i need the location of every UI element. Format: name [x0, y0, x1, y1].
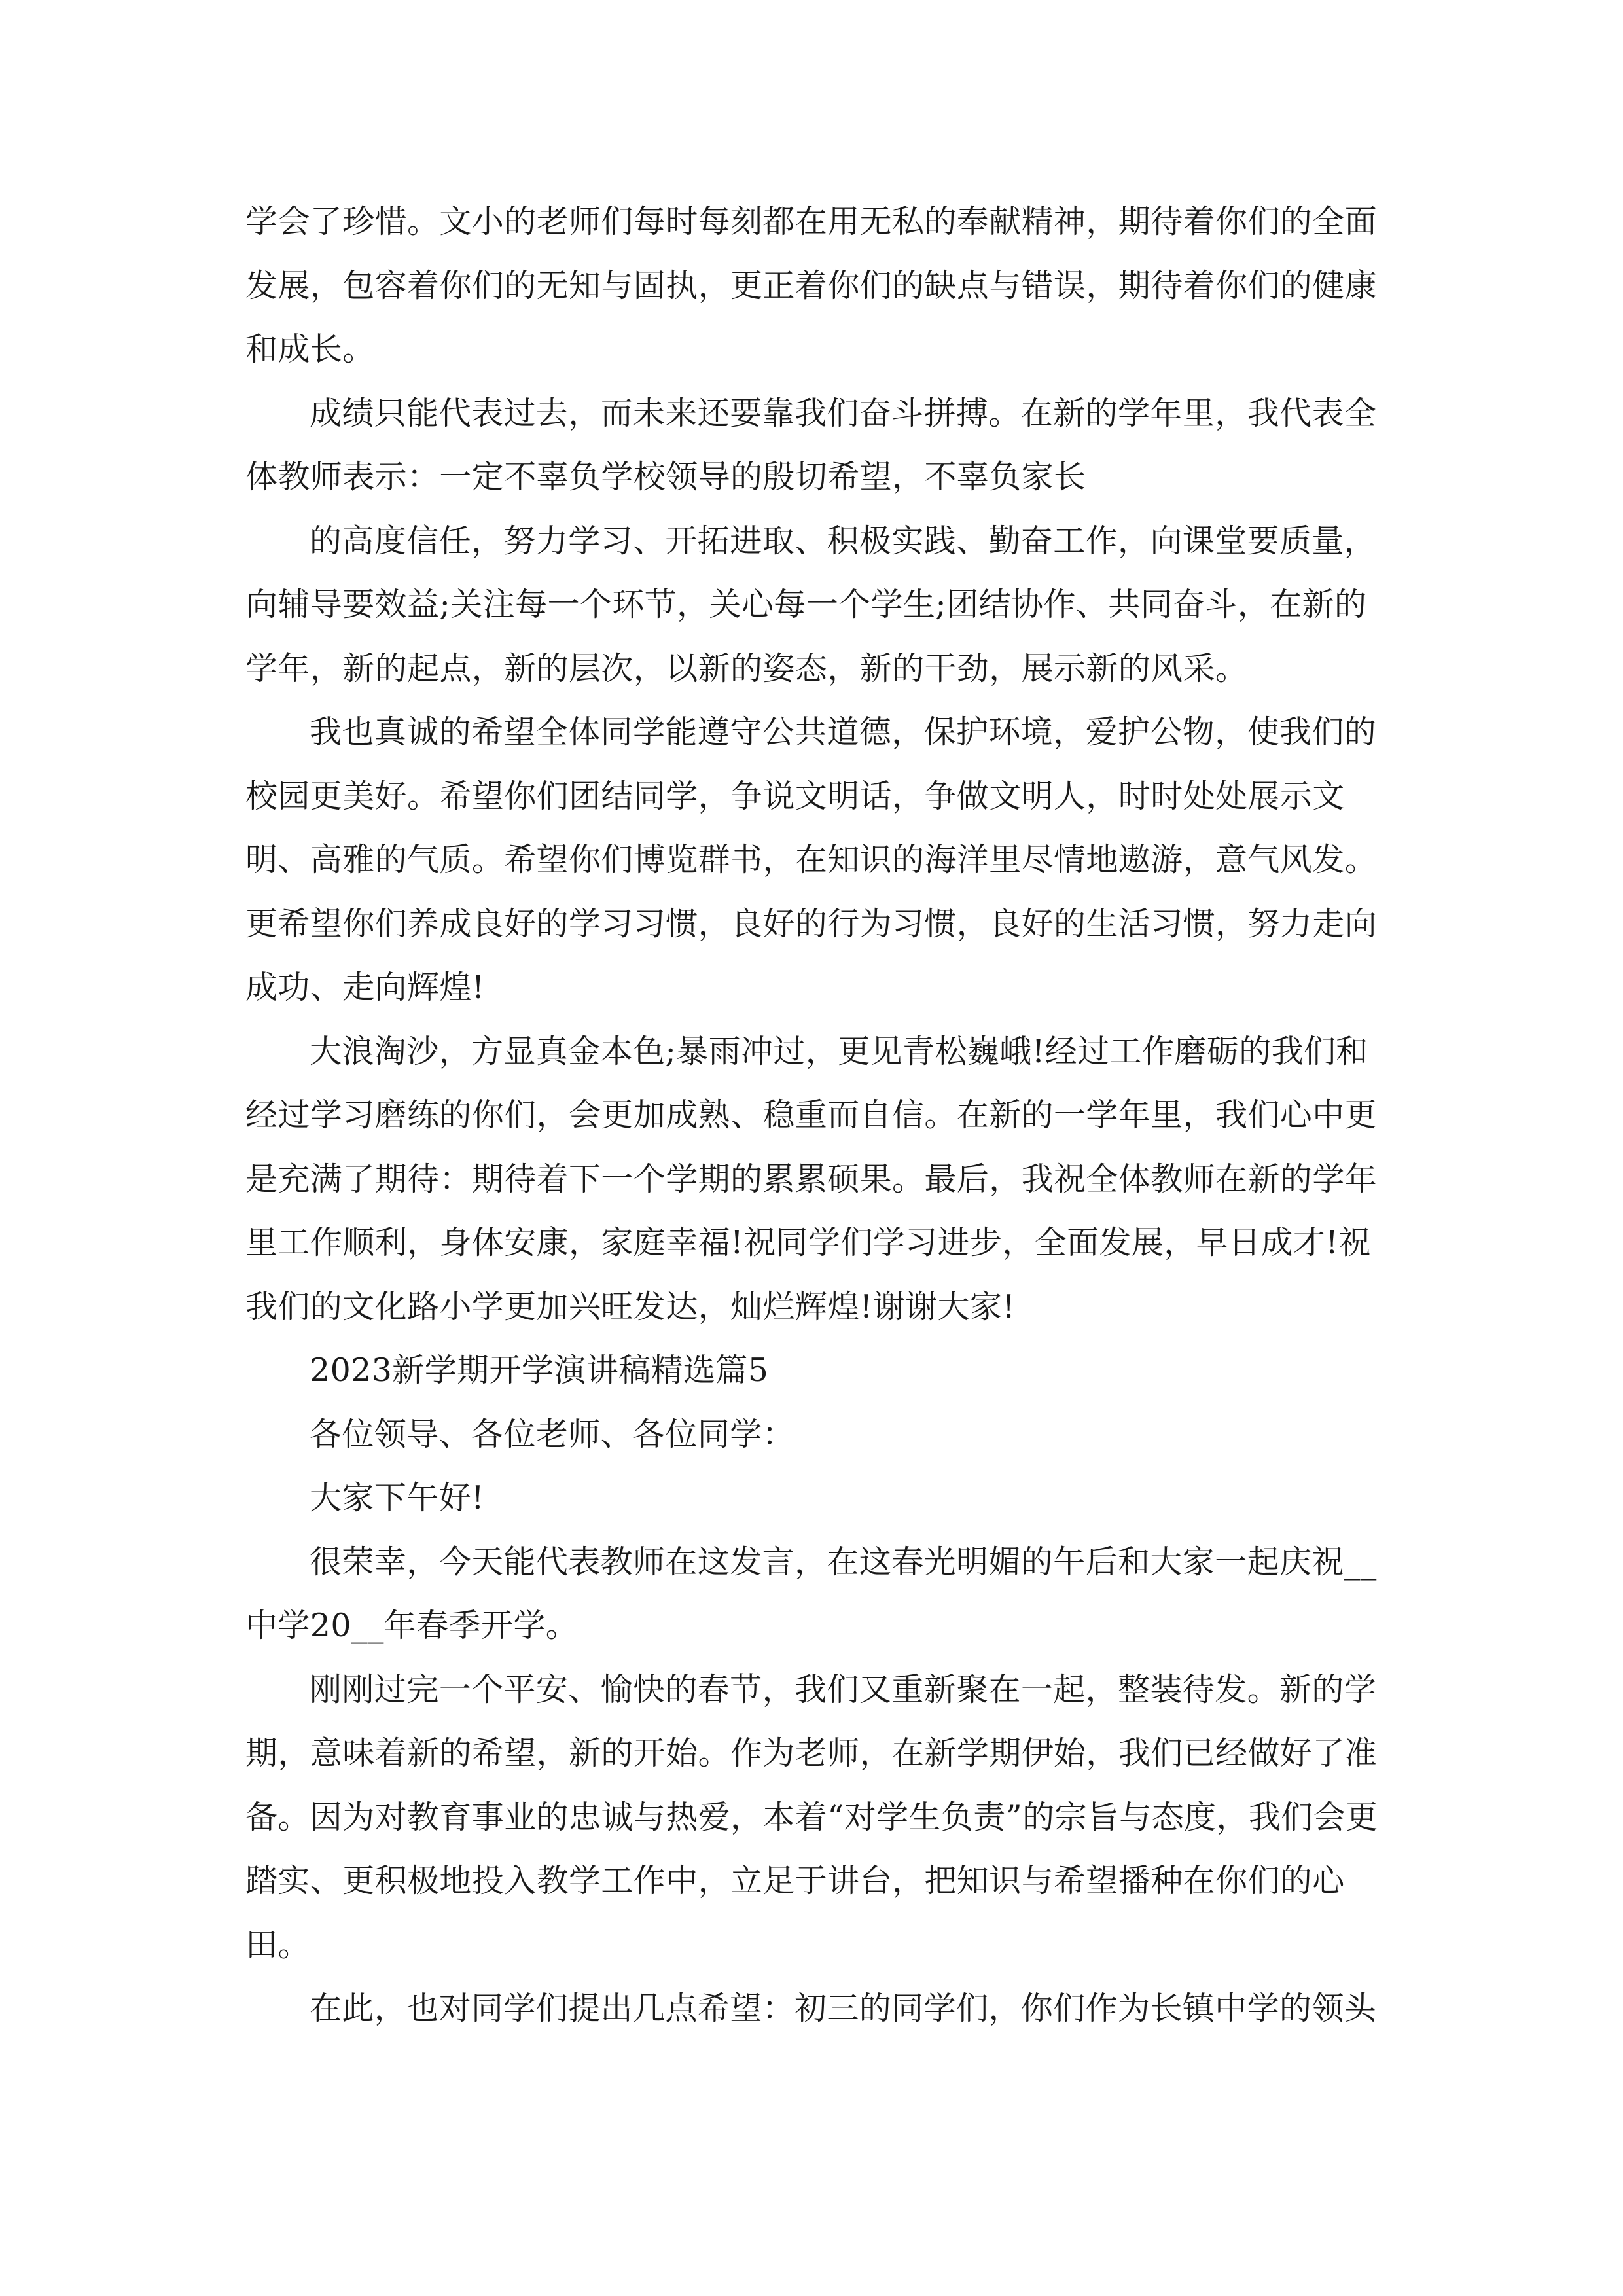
- document-page: [245, 190, 1381, 2101]
- paragraph: 我也真诚的希望全体同学能遵守公共道德，保护环境，爱护公物，使我们的校园更美好。希望你们团结同学，争说文明话，争做文明人，时时处处展示文明、高雅的气质。希望你们博览群书，在知识的海洋里尽情地遨游，意气风发。更希望你们养成良好的学习习惯，良好的行为习惯，良好的生活习惯，努力走向成功、走向辉煌!: [245, 713, 1378, 1006]
- paragraph: 大浪淘沙，方显真金本色;暴雨冲过，更见青松巍峨!经过工作磨砺的我们和经过学习磨练的你们，会更加成熟、稳重而自信。在新的一学年里，我们心中更是充满了期待：期待着下一个学期的累累硕果。最后，我祝全体教师在新的学年里工作顺利，身体安康，家庭幸福!祝同学们学习进步，全面发展，早日成才!祝我们的文化路小学更加兴旺发达，灿烂辉煌!谢谢大家!: [245, 1032, 1378, 1325]
- paragraph: 的高度信任，努力学习、开拓进取、积极实践、勤奋工作，向课堂要质量，向辅导要效益;关注每一个环节，关心每一个学生;团结协作、共同奋斗，在新的学年，新的起点，新的层次，以新的姿态，新的干劲，展示新的风采。: [245, 522, 1377, 687]
- paragraph: 刚刚过完一个平安、愉快的春节，我们又重新聚在一起，整装待发。新的学期，意味着新的希望，新的开始。作为老师，在新学期伊始，我们已经做好了准备。因为对教育事业的忠诚与热爱，本着“对学生负责”的宗旨与态度，我们会更踏实、更积极地投入教学工作中，立足于讲台，把知识与希望播种在你们的心田。: [245, 1670, 1378, 1964]
- paragraph: 学会了珍惜。文小的老师们每时每刻都在用无私的奉献精神，期待着你们的全面发展，包容着你们的无知与固执，更正着你们的缺点与错误，期待着你们的健康和成长。: [245, 203, 1378, 368]
- greeting: 大家下午好!: [310, 1479, 485, 1516]
- salutation: 各位领导、各位老师、各位同学：: [310, 1415, 795, 1453]
- section-heading: 2023新学期开学演讲稿精选篇5: [310, 1352, 769, 1389]
- paragraph: 很荣幸，今天能代表教师在这发言，在这春光明媚的午后和大家一起庆祝__中学20__年春季开学。: [245, 1543, 1377, 1644]
- paragraph: 成绩只能代表过去，而未来还要靠我们奋斗拼搏。在新的学年里，我代表全体教师表示：一定不辜负学校领导的殷切希望，不辜负家长: [245, 394, 1377, 495]
- paragraph: 在此，也对同学们提出几点希望：初三的同学们，你们作为长镇中学的领头: [310, 1990, 1377, 2027]
